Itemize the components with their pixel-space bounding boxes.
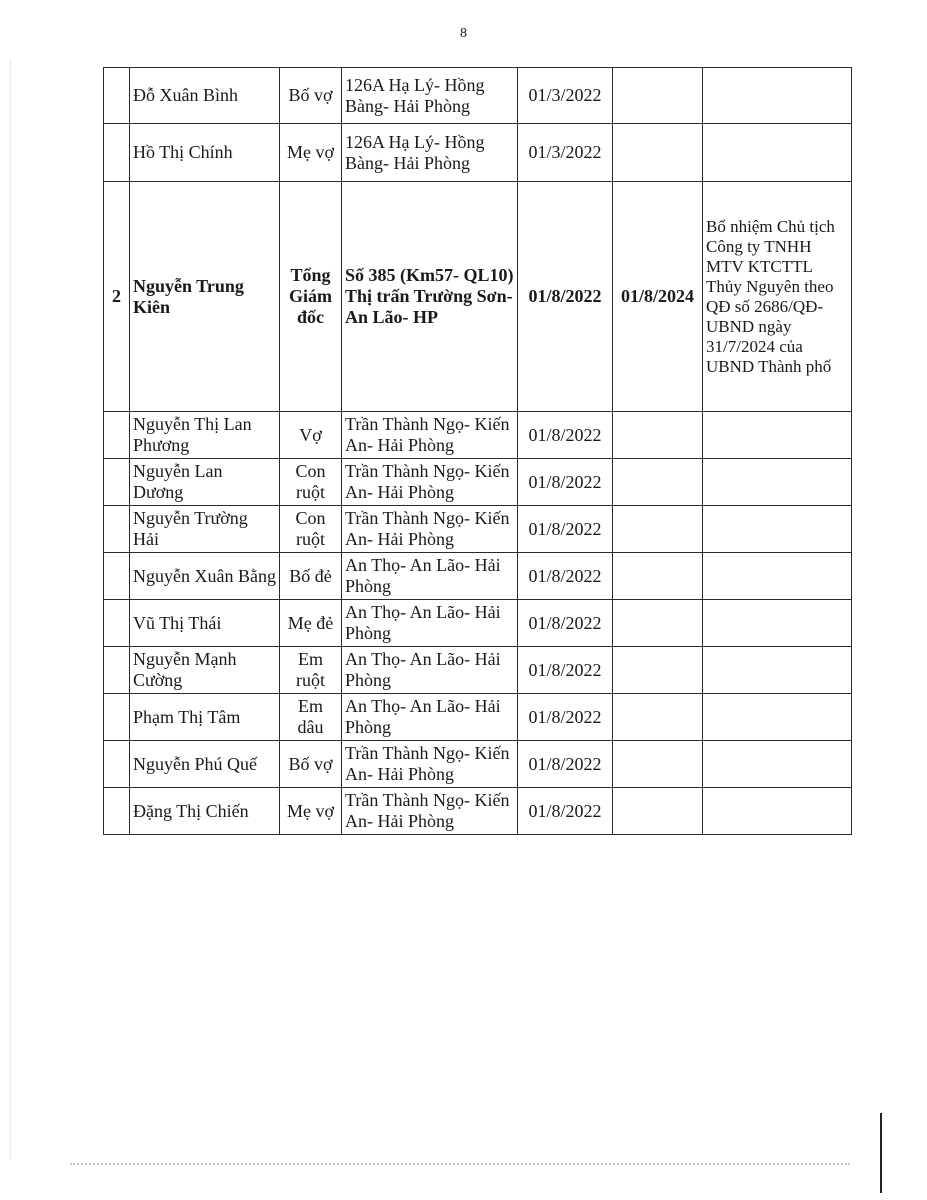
row-start-date: 01/8/2022 bbox=[518, 553, 613, 600]
row-address: An Thọ- An Lão- Hải Phòng bbox=[342, 647, 518, 694]
row-relation: Bố vợ bbox=[280, 741, 342, 788]
row-stt bbox=[104, 788, 130, 835]
row-note bbox=[703, 412, 852, 459]
row-relation: Bố vợ bbox=[280, 68, 342, 124]
row-address: 126A Hạ Lý- Hồng Bàng- Hải Phòng bbox=[342, 68, 518, 124]
row-name: Nguyễn Trường Hải bbox=[130, 506, 280, 553]
table-row bbox=[104, 459, 852, 506]
row-start-date: 01/8/2022 bbox=[518, 647, 613, 694]
row-name: Nguyễn Trung Kiên bbox=[130, 182, 280, 412]
row-relation: Vợ bbox=[280, 412, 342, 459]
row-stt bbox=[104, 694, 130, 741]
table-row-main-person bbox=[104, 182, 852, 412]
row-name: Nguyễn Thị Lan Phương bbox=[130, 412, 280, 459]
row-address: Số 385 (Km57- QL10) Thị trấn Trường Sơn- An Lão- HP bbox=[342, 182, 518, 412]
row-start-date: 01/8/2022 bbox=[518, 788, 613, 835]
row-stt bbox=[104, 506, 130, 553]
personnel-table bbox=[103, 67, 852, 835]
row-address: An Thọ- An Lão- Hải Phòng bbox=[342, 553, 518, 600]
row-end-date bbox=[613, 694, 703, 741]
scan-vertical-rule bbox=[880, 1113, 882, 1193]
row-name: Đặng Thị Chiến bbox=[130, 788, 280, 835]
row-start-date: 01/8/2022 bbox=[518, 600, 613, 647]
row-address: Trần Thành Ngọ- Kiến An- Hải Phòng bbox=[342, 788, 518, 835]
row-name: Nguyễn Phú Quế bbox=[130, 741, 280, 788]
row-start-date: 01/8/2022 bbox=[518, 694, 613, 741]
row-stt: 2 bbox=[104, 182, 130, 412]
page-number: 8 bbox=[460, 26, 467, 41]
row-end-date bbox=[613, 459, 703, 506]
table-row bbox=[104, 600, 852, 647]
row-address: Trần Thành Ngọ- Kiến An- Hải Phòng bbox=[342, 741, 518, 788]
table-row bbox=[104, 68, 852, 124]
row-address: An Thọ- An Lão- Hải Phòng bbox=[342, 600, 518, 647]
row-note: Bổ nhiệm Chủ tịch Công ty TNHH MTV KTCTTL Thủy Nguyên theo QĐ số 2686/QĐ-UBND ngày 31/7/2024 của UBND Thành phố bbox=[703, 182, 852, 412]
row-stt bbox=[104, 647, 130, 694]
table-row bbox=[104, 694, 852, 741]
row-name: Hồ Thị Chính bbox=[130, 124, 280, 182]
row-relation: Mẹ vợ bbox=[280, 124, 342, 182]
row-stt bbox=[104, 412, 130, 459]
row-end-date: 01/8/2024 bbox=[613, 182, 703, 412]
row-end-date bbox=[613, 506, 703, 553]
row-stt bbox=[104, 124, 130, 182]
row-name: Vũ Thị Thái bbox=[130, 600, 280, 647]
row-address: Trần Thành Ngọ- Kiến An- Hải Phòng bbox=[342, 459, 518, 506]
row-end-date bbox=[613, 788, 703, 835]
row-note bbox=[703, 600, 852, 647]
table-row bbox=[104, 741, 852, 788]
table-row bbox=[104, 647, 852, 694]
row-end-date bbox=[613, 600, 703, 647]
row-relation: Tổng Giám đốc bbox=[280, 182, 342, 412]
row-relation: Con ruột bbox=[280, 506, 342, 553]
row-relation: Con ruột bbox=[280, 459, 342, 506]
row-note bbox=[703, 741, 852, 788]
row-end-date bbox=[613, 741, 703, 788]
row-end-date bbox=[613, 68, 703, 124]
row-relation: Mẹ vợ bbox=[280, 788, 342, 835]
row-stt bbox=[104, 741, 130, 788]
row-address: An Thọ- An Lão- Hải Phòng bbox=[342, 694, 518, 741]
scan-bottom-specks bbox=[70, 1163, 850, 1185]
row-end-date bbox=[613, 124, 703, 182]
row-address: Trần Thành Ngọ- Kiến An- Hải Phòng bbox=[342, 506, 518, 553]
row-name: Đỗ Xuân Bình bbox=[130, 68, 280, 124]
row-end-date bbox=[613, 412, 703, 459]
scan-edge-marks bbox=[10, 60, 15, 1160]
table-row bbox=[104, 553, 852, 600]
table-row bbox=[104, 506, 852, 553]
row-stt bbox=[104, 600, 130, 647]
row-start-date: 01/3/2022 bbox=[518, 68, 613, 124]
row-note bbox=[703, 694, 852, 741]
row-address: Trần Thành Ngọ- Kiến An- Hải Phòng bbox=[342, 412, 518, 459]
row-name: Nguyễn Xuân Bằng bbox=[130, 553, 280, 600]
row-note bbox=[703, 647, 852, 694]
row-note bbox=[703, 506, 852, 553]
row-relation: Mẹ đẻ bbox=[280, 600, 342, 647]
row-note bbox=[703, 553, 852, 600]
row-start-date: 01/3/2022 bbox=[518, 124, 613, 182]
row-note bbox=[703, 68, 852, 124]
row-stt bbox=[104, 459, 130, 506]
table-row bbox=[104, 412, 852, 459]
table-row bbox=[104, 124, 852, 182]
row-note bbox=[703, 124, 852, 182]
row-relation: Em ruột bbox=[280, 647, 342, 694]
row-stt bbox=[104, 553, 130, 600]
row-start-date: 01/8/2022 bbox=[518, 412, 613, 459]
row-name: Nguyễn Lan Dương bbox=[130, 459, 280, 506]
row-end-date bbox=[613, 647, 703, 694]
table-row bbox=[104, 788, 852, 835]
row-relation: Bố đẻ bbox=[280, 553, 342, 600]
row-end-date bbox=[613, 553, 703, 600]
row-note bbox=[703, 788, 852, 835]
row-address: 126A Hạ Lý- Hồng Bàng- Hải Phòng bbox=[342, 124, 518, 182]
row-start-date: 01/8/2022 bbox=[518, 182, 613, 412]
row-start-date: 01/8/2022 bbox=[518, 506, 613, 553]
row-note bbox=[703, 459, 852, 506]
row-start-date: 01/8/2022 bbox=[518, 741, 613, 788]
row-name: Phạm Thị Tâm bbox=[130, 694, 280, 741]
row-start-date: 01/8/2022 bbox=[518, 459, 613, 506]
row-relation: Em dâu bbox=[280, 694, 342, 741]
row-name: Nguyễn Mạnh Cường bbox=[130, 647, 280, 694]
row-stt bbox=[104, 68, 130, 124]
